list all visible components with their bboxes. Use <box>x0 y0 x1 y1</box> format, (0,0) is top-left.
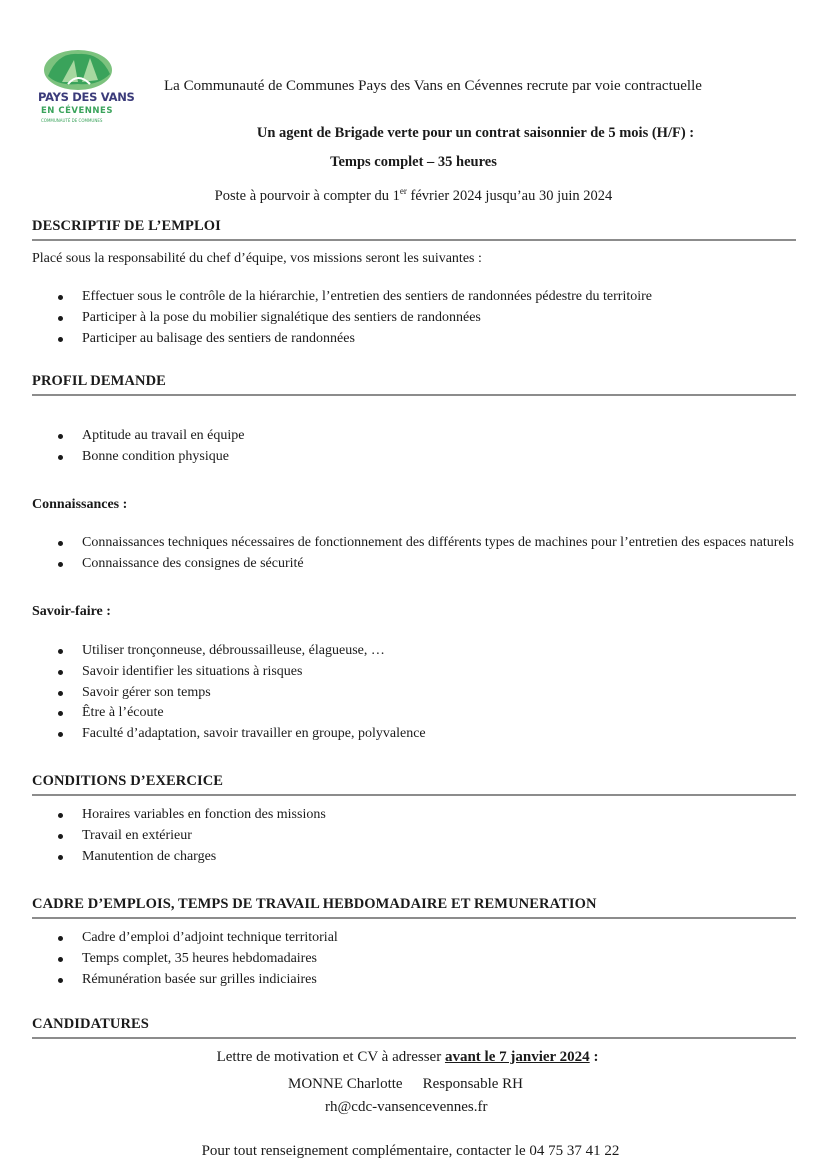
contact-name: MONNE Charlotte <box>288 1076 403 1092</box>
descriptif-list <box>56 287 801 349</box>
list-item: Participer au balisage des sentiers de randonnées <box>56 329 801 350</box>
intro-text: La Communauté de Communes Pays des Vans en Cévennes recrute par voie contractuelle <box>164 78 702 94</box>
list-item: Connaissance des consignes de sécurité <box>56 554 801 575</box>
list-item: Travail en extérieur <box>56 826 801 847</box>
section-title-conditions: CONDITIONS D’EXERCICE <box>32 773 796 796</box>
list-item: Être à l’écoute <box>56 703 801 724</box>
list-item: Rémunération basée sur grilles indiciaires <box>56 970 801 991</box>
job-title: Un agent de Brigade verte pour un contrat saisonnier de 5 mois (H/F) : <box>256 125 695 141</box>
hours-line: Temps complet – 35 heures <box>330 154 497 170</box>
logo-small-text: COMMUNAUTÉ DE COMMUNES <box>41 118 103 123</box>
logo <box>38 44 135 136</box>
logo-subtitle: EN CÉVENNES <box>41 106 113 116</box>
section-title-descriptif: DESCRIPTIF DE L’EMPLOI <box>32 218 796 241</box>
start-prefix: Poste à pourvoir à compter du 1 <box>214 187 400 204</box>
list-item: Manutention de charges <box>56 847 801 868</box>
list-item: Temps complet, 35 heures hebdomadaires <box>56 949 801 970</box>
section-title-candidatures: CANDIDATURES <box>32 1016 796 1039</box>
section-title-cadre: CADRE D’EMPLOIS, TEMPS DE TRAVAIL HEBDOMADAIRE ET REMUNERATION <box>32 896 796 919</box>
connaissances-list <box>56 533 801 575</box>
list-item: Connaissances techniques nécessaires de fonctionnement des différents types de machines pour l’entretien des espaces naturels <box>56 533 801 554</box>
conditions-list <box>56 805 801 867</box>
start-suffix: février 2024 jusqu’au 30 juin 2024 <box>406 187 613 204</box>
list-item: Effectuer sous le contrôle de la hiérarchie, l’entretien des sentiers de randonnées pédestre du territoire <box>56 287 801 308</box>
list-item: Savoir gérer son temps <box>56 683 801 704</box>
logo-title: PAYS DES VANS <box>38 90 135 104</box>
deadline: avant le 7 janvier 2024 <box>444 1049 590 1065</box>
list-item: Utiliser tronçonneuse, débroussailleuse, élagueuse, … <box>56 641 801 662</box>
candidatures-suffix: : <box>589 1049 599 1065</box>
cadre-list <box>56 928 801 990</box>
connaissances-title: Connaissances : <box>32 497 128 512</box>
start-sup: er <box>399 186 407 196</box>
profil-list <box>56 426 801 468</box>
phone-line: Pour tout renseignement complémentaire, contacter le 04 75 37 41 22 <box>201 1143 620 1159</box>
list-item: Cadre d’emploi d’adjoint technique territorial <box>56 928 801 949</box>
descriptif-intro: Placé sous la responsabilité du chef d’équipe, vos missions seront les suivantes : <box>32 251 482 266</box>
candidatures-line <box>0 1049 821 1066</box>
list-item: Faculté d’adaptation, savoir travailler en groupe, polyvalence <box>56 724 801 745</box>
list-item: Aptitude au travail en équipe <box>56 426 801 447</box>
savoir-faire-title: Savoir-faire : <box>32 604 111 619</box>
contact-email[interactable]: rh@cdc-vansencevennes.fr <box>325 1099 488 1115</box>
list-item: Bonne condition physique <box>56 447 801 468</box>
candidatures-prefix: Lettre de motivation et CV à adresser <box>216 1049 445 1065</box>
contact-line <box>288 1076 523 1093</box>
start-date-line <box>0 186 827 205</box>
list-item: Participer à la pose du mobilier signalétique des sentiers de randonnées <box>56 308 801 329</box>
contact-role: Responsable RH <box>422 1076 523 1092</box>
savoir-faire-list <box>56 641 801 745</box>
list-item: Savoir identifier les situations à risques <box>56 662 801 683</box>
list-item: Horaires variables en fonction des missions <box>56 805 801 826</box>
section-title-profil: PROFIL DEMANDE <box>32 373 796 396</box>
